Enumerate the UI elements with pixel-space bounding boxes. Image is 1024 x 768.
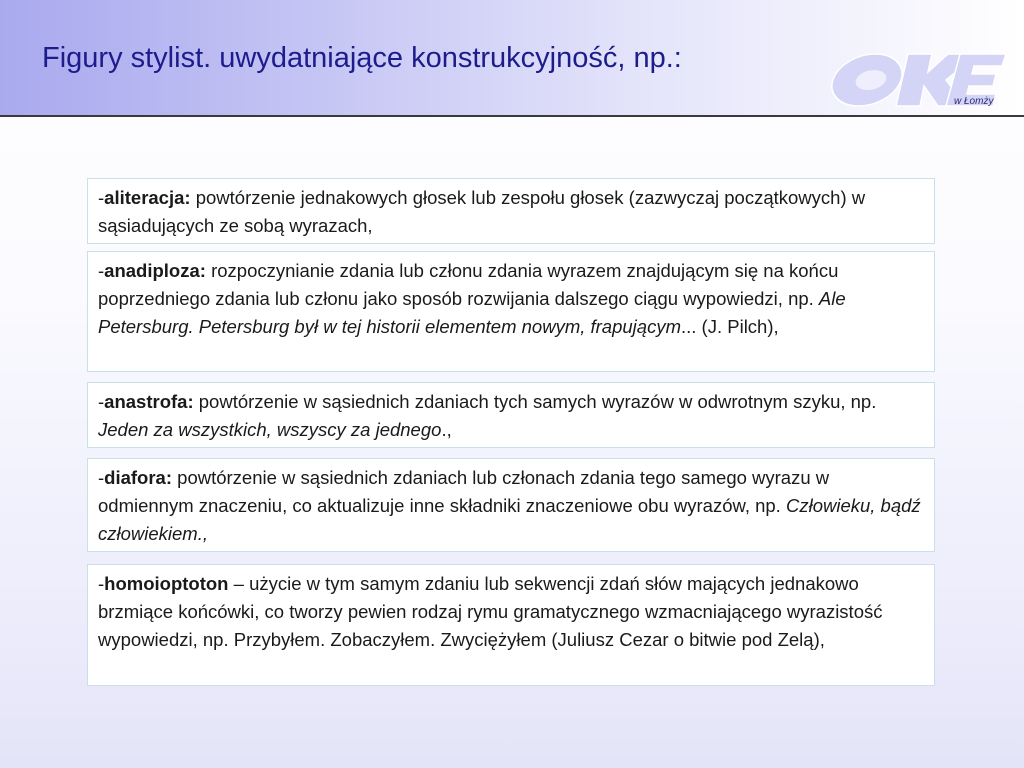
- definition-example: Jeden za wszystkich, wszyscy za jednego: [98, 419, 442, 440]
- definition-term: homoioptoton: [104, 573, 229, 594]
- definition-term: diafora:: [104, 467, 173, 488]
- definition-box-anadiploza: [87, 251, 935, 372]
- definition-text: – użycie w tym samym zdaniu lub sekwencji zdań słów mających jednakowo brzmiące końcówki, co tworzy pewien rodzaj rymu gramatycznego wzmacniającego wyrazistość wypowiedzi, np. Przybyłem. Zobaczyłem. Zwyciężyłem (Juliusz Cezar o bitwie pod Zelą),: [98, 573, 883, 650]
- header-divider: [0, 115, 1024, 117]
- definition-text: powtórzenie w sąsiednich zdaniach lub członach zdania tego samego wyrazu w odmiennym znaczeniu, co aktualizuje inne składniki znaczeniowe obu wyrazów, np.: [98, 467, 830, 516]
- definition-after: .,: [441, 419, 452, 440]
- definition-dash: -: [98, 391, 105, 412]
- definition-example: Człowieku, bądź człowiekiem.,: [98, 495, 921, 544]
- definition-example: Ale Petersburg. Petersburg był w tej historii elementem nowym, frapującym: [98, 288, 846, 337]
- definition-box-aliteracja: [87, 178, 935, 244]
- definition-text: powtórzenie w sąsiednich zdaniach tych samych wyrazów w odwrotnym szyku, np.: [193, 391, 877, 412]
- definition-term: anadiploza:: [104, 260, 206, 281]
- definition-box-anastrofa: [87, 382, 935, 448]
- definition-dash: -: [98, 260, 105, 281]
- definition-dash: -: [98, 573, 105, 594]
- definition-text: rozpoczynianie zdania lub członu zdania wyrazem znajdującym się na końcu poprzedniego zdania lub członu jako sposób rozwijania dalszego ciągu wypowiedzi, np.: [98, 260, 839, 309]
- definition-dash: -: [98, 467, 105, 488]
- logo-subtitle: w Łomży: [954, 96, 994, 107]
- definition-text: powtórzenie jednakowych głosek lub zespołu głosek (zazwyczaj początkowych) w sąsiadujących ze sobą wyrazach,: [98, 187, 866, 236]
- definition-term: anastrofa:: [104, 391, 194, 412]
- definition-after: ... (J. Pilch),: [681, 316, 779, 337]
- logo-text: OKE: [828, 46, 831, 47]
- definition-dash: -: [98, 187, 105, 208]
- definition-box-homoioptoton: [87, 564, 935, 686]
- definition-box-diafora: [87, 458, 935, 552]
- definition-term: aliteracja:: [104, 187, 191, 208]
- page-title: Figury stylist. uwydatniające konstrukcyjność, np.:: [42, 42, 682, 74]
